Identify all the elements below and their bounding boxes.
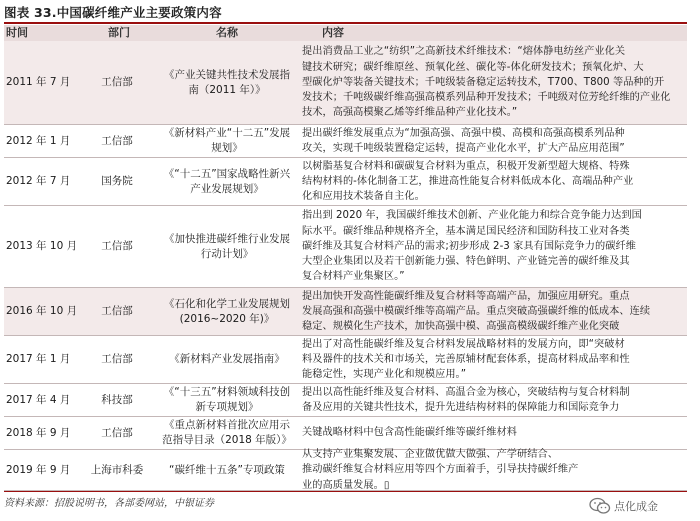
cell-name: 《重点新材料首批次应用示 范指导目录（2018 年版）》 — [162, 419, 292, 446]
cell-content: 提出以高性能纤维及复合材料、高温合金为核心，突破结构与复合材料制 备及应用的关键共性技术，提升先进结构材料的保障能力和国际竞争力 — [302, 386, 630, 413]
table-row — [4, 384, 687, 417]
cell-name: 《新材料产业“十二五”发展 规划》 — [163, 127, 291, 154]
cell-time: 2011 年 7 月 — [6, 76, 71, 88]
cell-name: 《产业关键共性技术发展指 南（2011 年）》 — [164, 68, 290, 96]
cell-time: 2016 年 10 月 — [6, 305, 78, 317]
cell-time: 2012 年 7 月 — [6, 175, 71, 187]
cell-department: 工信部 — [101, 305, 133, 317]
cell-content: 指出到 2020 年，我国碳纤维技术创新、产业化能力和综合竞争能力达到国 际水平。碳纤维品种规格齐全，基本满足国民经济和国防科技工业对各类 碳纤维及其复合材料产品的需求;初步形成 2-3 家具有国际竞争力的碳纤维 大型企业集团以及若干创新能力强、特色鲜明、产业链完善的碳纤维及其 复合材料产业集聚区。” — [302, 210, 642, 283]
cell-content: 以树脂基复合材料和碳碳复合材料为重点，积极开发新型超大规格、特殊 结构材料的-体化制备工艺，推进高性能复合材料低成本化、高端品种产业 化和应用技术装备自主化。 — [302, 160, 634, 203]
cell-content: 从支持产业集聚发展、企业做优做大做强、产学研结合、 推动碳纤维复合材料应用等四个方面着手，引导扶持碳纤维产 业的高质量发展。▯ — [302, 449, 579, 491]
cell-department: 科技部 — [101, 393, 133, 406]
cell-department: 国务院 — [101, 175, 133, 187]
wechat-icon — [589, 497, 611, 515]
table-row — [4, 125, 687, 158]
cell-time: 2018 年 9 月 — [6, 426, 71, 439]
table-row — [4, 450, 687, 491]
cell-name: 《“十三五”材料领域科技创 新专项规划》 — [163, 386, 291, 413]
source-note: 资料来源：招股说明书，各部委网站，中银证券 — [4, 498, 214, 509]
cell-time: 2013 年 10 月 — [6, 240, 78, 252]
title-divider — [4, 22, 687, 24]
header-name: 名称 — [216, 26, 238, 39]
policy-table — [4, 41, 687, 491]
bottom-divider — [4, 491, 687, 492]
cell-department: 工信部 — [101, 426, 133, 439]
watermark — [589, 497, 658, 515]
cell-department: 工信部 — [101, 134, 133, 147]
cell-department: 上海市科委 — [90, 463, 144, 476]
cell-time: 2012 年 1 月 — [6, 134, 71, 147]
header-content: 内容 — [322, 26, 344, 39]
cell-name: 《“十二五”国家战略性新兴 产业发展规划》 — [163, 167, 291, 195]
table-row — [4, 288, 687, 336]
cell-content: 提出碳纤维发展重点为“加强高强、高强中模、高模和高强高模系列品种 攻关，实现千吨级装置稳定运转，提高产业化水平，扩大产品应用范围” — [302, 127, 625, 154]
table-row — [4, 206, 687, 288]
cell-department: 工信部 — [101, 353, 133, 365]
table-row — [4, 41, 687, 125]
cell-content: 提出消费品工业之“纺织”之高新技术纤维技术：“熔体静电纺丝产业化关 键技术研究；碳纤维原丝、预氧化丝、碳化等-体化研发技术；预氧化炉、大 型碳化炉等装备关键技术；千吨级装备稳定运转技术，T700、T800 等品种的开 发技术；千吨级碳纤维高强高模系列品种开发技术；千吨级对位芳纶纤维的产业化 技术，高强高模聚乙烯等纤维品种产业化技术。” — [302, 46, 671, 119]
cell-name: “碳纤维十五条”专项政策 — [169, 463, 285, 476]
cell-content: 关键战略材料中包含高性能碳纤维等碳纤维材料 — [302, 427, 517, 439]
page-title: 图表 33.中国碳纤维产业主要政策内容 — [4, 5, 222, 20]
cell-name: 《新材料产业发展指南》 — [169, 353, 285, 365]
cell-department: 工信部 — [101, 76, 133, 88]
cell-content: 提出了对高性能碳纤维及复合材料发展战略材料的发展方向，即“突破材 料及器件的技术关和市场关，完善原辅材配套体系，提高材料成品率和性 能稳定性，实现产业化和规模应用。” — [302, 338, 630, 381]
table-row — [4, 158, 687, 206]
table-row — [4, 417, 687, 450]
cell-name: 《加快推进碳纤维行业发展 行动计划》 — [164, 232, 290, 260]
cell-time: 2017 年 4 月 — [6, 393, 71, 406]
header-department: 部门 — [108, 26, 130, 39]
cell-department: 工信部 — [101, 240, 133, 252]
table-row — [4, 336, 687, 384]
cell-time: 2017 年 1 月 — [6, 353, 71, 365]
watermark-text: 点化成金 — [614, 500, 658, 513]
cell-time: 2019 年 9 月 — [6, 463, 71, 476]
table-header — [4, 25, 687, 41]
header-time: 时间 — [6, 26, 28, 39]
cell-content: 提出加快开发高性能碳纤维及复合材料等高端产品，加强应用研究。重点 发展高强和高强中模碳纤维等高端产品。重点突破高强碳纤维的低成本、连续 稳定、规模化生产技术，加快高强中模、高强高模级碳纤维产业化突破 — [302, 290, 651, 333]
cell-name: 《石化和化学工业发展规划 (2016~2020 年)》 — [164, 297, 290, 325]
